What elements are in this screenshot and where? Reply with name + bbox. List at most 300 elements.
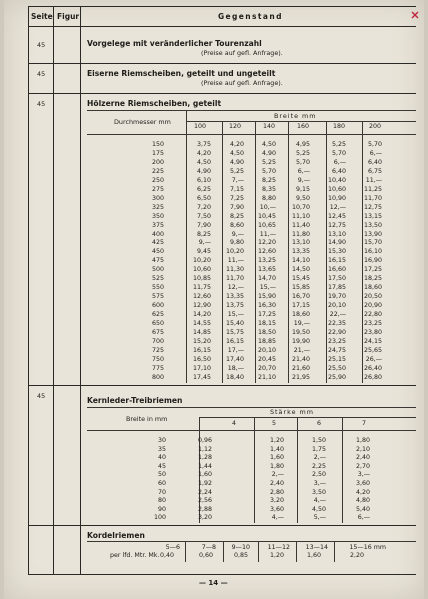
hoelzerne-price: 17,— <box>227 346 244 354</box>
hoelzerne-price: 6,50 <box>196 194 211 202</box>
hoelzerne-price: 15,40 <box>225 320 244 327</box>
hoelzerne-price: 15,30 <box>327 248 346 256</box>
hoelzerne-price: 20,90 <box>363 302 382 310</box>
hoelzerne-diameter: 450 <box>151 248 164 256</box>
kernleder-width: 35 <box>157 445 166 453</box>
hoelzerne-price: 4,95 <box>295 141 310 148</box>
hoelzerne-diameter: 625 <box>151 311 164 319</box>
hoelzerne-price: 6,10 <box>196 176 211 184</box>
kernleder-price: 2,80 <box>269 488 284 496</box>
kordel-size: 5—6 <box>165 544 180 551</box>
hoelzerne-price: 7,20 <box>196 203 211 211</box>
kernleder-price: 1,40 <box>269 445 284 453</box>
kernleder-col-divider <box>254 417 255 523</box>
hoelzerne-price: 25,50 <box>327 364 346 372</box>
hoelzerne-price: 18,60 <box>363 284 382 292</box>
hoelzerne-price: 10,85 <box>192 275 211 283</box>
hoelzerne-price: 14,70 <box>257 275 276 283</box>
hoelzerne-price: 12,60 <box>192 293 211 301</box>
eiserne-note: (Preise auf gefl. Anfrage). <box>201 79 283 87</box>
kordel-col-divider <box>334 542 335 562</box>
hoelzerne-diameter: 600 <box>151 302 164 310</box>
kernleder-price: 2,50 <box>311 471 326 479</box>
kernleder-price: 2,— <box>313 454 326 462</box>
kernleder-price: 3,60 <box>269 505 284 513</box>
hoelzerne-price: 10,20 <box>192 257 211 265</box>
hoelzerne-diameter: 475 <box>151 257 164 265</box>
hoelzerne-price: 4,20 <box>196 149 211 157</box>
hoelzerne-price: 18,25 <box>363 275 382 283</box>
kernleder-col-5: 5 <box>272 420 277 427</box>
hoelzerne-price: 8,35 <box>261 185 276 193</box>
hoelzerne-price: 8,80 <box>261 194 276 202</box>
hoelzerne-price: 20,70 <box>257 364 276 372</box>
hoelzerne-price: 18,60 <box>291 311 310 319</box>
kernleder-col-6: 6 <box>317 420 322 427</box>
hoelzerne-price: 13,10 <box>327 230 346 238</box>
hoelzerne-price: 14,55 <box>192 320 211 327</box>
hoelzerne-diameter: 250 <box>151 176 164 184</box>
hoelzerne-price: 5,70 <box>367 141 382 148</box>
kordel-size: 9—10 <box>231 544 250 551</box>
kernleder-price: 2,40 <box>355 454 370 462</box>
kernleder-price: 4,50 <box>311 505 326 513</box>
hoelzerne-price: 11,70 <box>363 194 382 202</box>
hoelzerne-price: 6,25 <box>196 185 211 193</box>
hoelzerne-price: 10,60 <box>192 266 211 274</box>
kordel-price: 0,60 <box>198 552 213 559</box>
hoelzerne-price: 5,70 <box>295 158 310 166</box>
hoelzerne-price: 16,50 <box>192 355 211 363</box>
hoelzerne-price: 15,— <box>259 284 276 292</box>
kernleder-price: 1,75 <box>311 445 326 453</box>
hoelzerne-diameter: 200 <box>151 158 164 166</box>
kernleder-price: 4,80 <box>355 497 370 505</box>
kernleder-width: 80 <box>157 497 166 505</box>
kernleder-price: 2,— <box>271 471 284 479</box>
hoelzerne-price: 15,20 <box>192 337 211 345</box>
hoelzerne-price: 23,25 <box>327 337 346 345</box>
hoelzerne-price: 12,75 <box>327 221 346 229</box>
hoelzerne-price: 26,40 <box>363 364 382 372</box>
kordel-price: 2,20 <box>349 552 364 559</box>
hoelzerne-price: 17,50 <box>327 275 346 283</box>
hoelzerne-price: 18,40 <box>225 373 244 381</box>
hoelzerne-price: 7,90 <box>196 221 211 229</box>
hoelzerne-price: 13,35 <box>225 293 244 301</box>
hoelzerne-row-header: Durchmesser mm <box>114 118 171 126</box>
header-gegenstand: Gegenstand <box>218 12 283 21</box>
hoelzerne-diameter: 375 <box>151 221 164 229</box>
hoelzerne-price: 23,80 <box>363 328 382 336</box>
eiserne-seite: 45 <box>37 70 46 78</box>
kernleder-width: 45 <box>157 462 166 470</box>
hoelzerne-price: 14,10 <box>291 257 310 265</box>
kernleder-col-divider <box>342 417 343 523</box>
hoelzerne-price: 11,10 <box>291 212 310 220</box>
hoelzerne-price: 21,60 <box>291 364 310 372</box>
hoelzerne-price: 9,— <box>231 230 244 238</box>
hoelzerne-price: 4,50 <box>261 141 276 148</box>
vorgelege-seite: 45 <box>37 41 46 49</box>
kordel-col-divider <box>185 542 186 562</box>
kernleder-width: 70 <box>157 488 166 496</box>
hoelzerne-diameter: 425 <box>151 239 164 247</box>
hoelzerne-price: 21,40 <box>291 355 310 363</box>
hoelzerne-price: 9,80 <box>229 239 244 247</box>
kernleder-price: 1,60 <box>197 471 212 479</box>
hoelzerne-price: 14,90 <box>327 239 346 247</box>
kernleder-price: 2,88 <box>197 505 212 513</box>
hoelzerne-diameter: 225 <box>151 167 164 175</box>
hoelzerne-price: 15,90 <box>257 293 276 301</box>
hoelzerne-price: 24,15 <box>363 337 382 345</box>
kordel-size: 13—14 <box>305 544 328 551</box>
hoelzerne-col-divider <box>186 110 187 121</box>
hoelzerne-price: 4,50 <box>196 158 211 166</box>
kernleder-price: 2,10 <box>355 445 370 453</box>
kernleder-row-header: Breite in mm <box>126 415 168 423</box>
kordel-price: 0,85 <box>233 552 248 559</box>
hoelzerne-price: 14,50 <box>291 266 310 274</box>
hoelzerne-price: 7,90 <box>229 203 244 211</box>
eiserne-title: Eiserne Riemscheiben, geteilt und ungeteilt <box>87 69 276 78</box>
kordel-price: 1,20 <box>269 552 284 559</box>
hoelzerne-price: 26,— <box>365 355 382 363</box>
kernleder-width: 100 <box>153 514 166 522</box>
hoelzerne-col-divider <box>362 121 363 383</box>
hoelzerne-price: 12,60 <box>257 248 276 256</box>
hoelzerne-price: 12,45 <box>327 212 346 220</box>
header-figur: Figur <box>57 12 80 21</box>
rule-4 <box>28 525 416 526</box>
hoelzerne-top-rule <box>87 110 416 111</box>
kernleder-price: 5,— <box>313 514 326 522</box>
hoelzerne-diameter: 575 <box>151 293 164 301</box>
hoelzerne-price: 16,15 <box>192 346 211 354</box>
hoelzerne-price: 13,90 <box>363 230 382 238</box>
hoelzerne-col-divider <box>288 121 289 383</box>
hoelzerne-price: 15,70 <box>363 239 382 247</box>
hoelzerne-price: 8,25 <box>261 176 276 184</box>
hoelzerne-price: 10,45 <box>257 212 276 220</box>
hoelzerne-price: 20,45 <box>257 355 276 363</box>
hoelzerne-price: 21,10 <box>257 373 276 381</box>
hoelzerne-price: 9,— <box>297 176 310 184</box>
hoelzerne-diameter: 775 <box>151 364 164 372</box>
kernleder-price: 1,80 <box>269 462 284 470</box>
hoelzerne-col-divider <box>326 121 327 383</box>
catalog-page <box>4 0 424 599</box>
kordel-col-divider <box>223 542 224 562</box>
hoelzerne-price: 9,50 <box>295 194 310 202</box>
kernleder-price: 0,96 <box>197 437 212 444</box>
hoelzerne-diameter: 525 <box>151 275 164 283</box>
kernleder-price: 3,50 <box>311 488 326 496</box>
hoelzerne-price: 17,25 <box>257 311 276 319</box>
hoelzerne-price: 26,80 <box>363 373 382 381</box>
hoelzerne-price: 5,25 <box>295 149 310 157</box>
hoelzerne-price: 10,60 <box>327 185 346 193</box>
hoelzerne-price: 22,35 <box>327 320 346 327</box>
hoelzerne-price: 14,20 <box>192 311 211 319</box>
kordel-title: Kordelriemen <box>87 531 145 540</box>
hoelzerne-price: 16,70 <box>291 293 310 301</box>
kernleder-price: 6,— <box>357 514 370 522</box>
hoelzerne-price: 18,— <box>227 364 244 372</box>
hoelzerne-price: 17,40 <box>225 355 244 363</box>
kernleder-col-divider <box>297 417 298 523</box>
hoelzerne-price: 17,85 <box>327 284 346 292</box>
seite-divider <box>53 6 54 574</box>
hoelzerne-price: 4,90 <box>261 149 276 157</box>
hoelzerne-price: 11,70 <box>225 275 244 283</box>
kernleder-col-7: 7 <box>362 420 367 427</box>
kernleder-width: 50 <box>157 471 166 479</box>
hoelzerne-price: 7,25 <box>229 194 244 202</box>
hoelzerne-price: 16,60 <box>327 266 346 274</box>
hoelzerne-diameter: 350 <box>151 212 164 220</box>
hoelzerne-diameter: 800 <box>151 373 164 381</box>
kernleder-header-rule <box>87 430 416 431</box>
hoelzerne-price: 10,20 <box>225 248 244 256</box>
hoelzerne-price: 13,15 <box>363 212 382 220</box>
hoelzerne-price: 20,50 <box>363 293 382 301</box>
hoelzerne-price: 12,90 <box>192 302 211 310</box>
hoelzerne-price: 6,— <box>333 158 346 166</box>
hoelzerne-price: 21,— <box>293 346 310 354</box>
hoelzerne-diameter: 175 <box>151 149 164 157</box>
kernleder-price: 4,— <box>271 514 284 522</box>
kordel-price: 0,40 <box>159 552 174 559</box>
bottom-rule <box>28 574 416 575</box>
hoelzerne-price: 11,30 <box>225 266 244 274</box>
hoelzerne-diameter: 500 <box>151 266 164 274</box>
hoelzerne-price: 16,10 <box>363 248 382 256</box>
hoelzerne-price: 11,40 <box>291 221 310 229</box>
hoelzerne-price: 22,80 <box>363 311 382 319</box>
hoelzerne-price: 11,— <box>259 230 276 238</box>
hoelzerne-price: 11,80 <box>291 230 310 238</box>
kernleder-price: 3,20 <box>269 497 284 505</box>
header-rule <box>28 26 416 27</box>
hoelzerne-price: 4,90 <box>229 158 244 166</box>
vorgelege-note: (Preise auf gefl. Anfrage). <box>201 49 283 57</box>
hoelzerne-price: 25,65 <box>363 346 382 354</box>
hoelzerne-price: 20,10 <box>327 302 346 310</box>
hoelzerne-price: 10,— <box>259 203 276 211</box>
hoelzerne-price: 9,— <box>198 239 211 247</box>
hoelzerne-diameter: 325 <box>151 203 164 211</box>
kordel-size: 11—12 <box>267 544 290 551</box>
hoelzerne-diameter: 725 <box>151 346 164 354</box>
hoelzerne-price: 13,25 <box>257 257 276 265</box>
hoelzerne-price: 5,70 <box>261 167 276 175</box>
hoelzerne-price: 7,15 <box>229 185 244 193</box>
hoelzerne-diameter: 300 <box>151 194 164 202</box>
hoelzerne-col-200: 200 <box>369 123 382 130</box>
hoelzerne-price: 7,— <box>231 176 244 184</box>
kernleder-price: 3,— <box>313 480 326 487</box>
hoelzerne-price: 18,15 <box>257 320 276 327</box>
hoelzerne-col-group: Breite mm <box>274 112 317 120</box>
hoelzerne-price: 14,85 <box>192 328 211 336</box>
hoelzerne-diameter: 650 <box>151 320 164 327</box>
kernleder-price: 1,60 <box>269 454 284 462</box>
hoelzerne-price: 6,— <box>369 149 382 157</box>
hoelzerne-price: 24,75 <box>327 346 346 354</box>
hoelzerne-price: 7,50 <box>196 212 211 220</box>
rule-1 <box>28 63 416 64</box>
hoelzerne-price: 18,85 <box>257 337 276 345</box>
hoelzerne-diameter: 400 <box>151 230 164 238</box>
hoelzerne-price: 4,20 <box>229 141 244 148</box>
kernleder-price: 4,20 <box>355 488 370 496</box>
kordel-col-divider <box>296 542 297 562</box>
hoelzerne-price: 23,25 <box>363 320 382 327</box>
hoelzerne-price: 25,90 <box>327 373 346 381</box>
kernleder-price: 1,44 <box>197 462 212 470</box>
hoelzerne-diameter: 750 <box>151 355 164 363</box>
hoelzerne-price: 5,25 <box>229 167 244 175</box>
hoelzerne-price: 4,90 <box>196 167 211 175</box>
figur-divider <box>80 6 81 574</box>
hoelzerne-price: 10,65 <box>257 221 276 229</box>
hoelzerne-price: 12,20 <box>257 239 276 247</box>
hoelzerne-price: 19,70 <box>327 293 346 301</box>
hoelzerne-price: 9,15 <box>295 185 310 193</box>
hoelzerne-price: 12,75 <box>363 203 382 211</box>
hoelzerne-price: 20,10 <box>257 346 276 354</box>
hoelzerne-price: 17,15 <box>291 302 310 310</box>
hoelzerne-price: 11,— <box>365 176 382 184</box>
hoelzerne-price: 18,50 <box>257 328 276 336</box>
hoelzerne-group-rule <box>186 121 416 122</box>
hoelzerne-price: 11,— <box>227 257 244 265</box>
kernleder-price: 5,40 <box>355 505 370 513</box>
kernleder-price: 2,40 <box>269 480 284 487</box>
hoelzerne-price: 16,90 <box>363 257 382 265</box>
hoelzerne-price: 19,— <box>293 320 310 327</box>
hoelzerne-col-180: 180 <box>333 123 346 130</box>
hoelzerne-price: 6,— <box>297 167 310 175</box>
kernleder-price: 3,20 <box>197 514 212 522</box>
hoelzerne-price: 17,25 <box>363 266 382 274</box>
top-rule <box>28 6 416 7</box>
kernleder-price: 3,— <box>357 471 370 479</box>
hoelzerne-col-160: 160 <box>297 123 310 130</box>
kernleder-price: 2,24 <box>197 488 212 496</box>
kordel-size: 7—8 <box>201 544 216 551</box>
hoelzerne-price: 11,25 <box>363 185 382 193</box>
hoelzerne-diameter: 675 <box>151 328 164 336</box>
hoelzerne-col-120: 120 <box>229 123 242 130</box>
hoelzerne-col-divider <box>222 121 223 383</box>
hoelzerne-price: 13,75 <box>225 302 244 310</box>
kordel-row-label: per lfd. Mtr. Mk. <box>110 552 160 559</box>
kernleder-title: Kernleder-Treibriemen <box>87 396 183 405</box>
hoelzerne-col-140: 140 <box>263 123 276 130</box>
kernleder-price: 1,28 <box>197 454 212 462</box>
hoelzerne-col-divider <box>255 121 256 383</box>
hoelzerne-seite: 45 <box>37 100 46 108</box>
kordel-price: 1,60 <box>306 552 321 559</box>
kernleder-width: 40 <box>157 454 166 462</box>
hoelzerne-price: 8,60 <box>229 221 244 229</box>
kernleder-group-rule <box>199 417 416 418</box>
kernleder-price: 1,50 <box>311 437 326 444</box>
hoelzerne-diameter: 275 <box>151 185 164 193</box>
hoelzerne-price: 6,75 <box>367 167 382 175</box>
kernleder-width: 60 <box>157 480 166 487</box>
hoelzerne-price: 17,45 <box>192 373 211 381</box>
hoelzerne-price: 13,35 <box>291 248 310 256</box>
hoelzerne-price: 13,50 <box>363 221 382 229</box>
hoelzerne-price: 8,25 <box>229 212 244 220</box>
kernleder-price: 1,80 <box>355 437 370 444</box>
hoelzerne-price: 15,— <box>227 311 244 319</box>
hoelzerne-price: 5,25 <box>261 158 276 166</box>
hoelzerne-price: 3,75 <box>196 141 211 148</box>
kernleder-price: 1,12 <box>197 445 212 453</box>
hoelzerne-price: 6,40 <box>331 167 346 175</box>
hoelzerne-price: 25,15 <box>327 355 346 363</box>
hoelzerne-price: 10,40 <box>327 176 346 184</box>
hoelzerne-price: 13,10 <box>291 239 310 247</box>
kernleder-col-4: 4 <box>232 420 237 427</box>
hoelzerne-price: 16,15 <box>225 337 244 345</box>
kernleder-seite: 45 <box>37 392 46 400</box>
hoelzerne-price: 13,65 <box>257 266 276 274</box>
kernleder-price: 1,20 <box>269 437 284 444</box>
vorgelege-title: Vorgelege mit veränderlicher Tourenzahl <box>87 39 262 48</box>
kernleder-price: 2,25 <box>311 462 326 470</box>
hoelzerne-price: 19,90 <box>291 337 310 345</box>
kernleder-price: 2,56 <box>197 497 212 505</box>
hoelzerne-price: 11,75 <box>192 284 211 292</box>
kernleder-price: 4,— <box>313 497 326 505</box>
hoelzerne-price: 12,— <box>329 203 346 211</box>
hoelzerne-price: 9,45 <box>196 248 211 256</box>
hoelzerne-price: 5,25 <box>331 141 346 148</box>
hoelzerne-price: 22,— <box>329 311 346 319</box>
hoelzerne-col-100: 100 <box>194 123 207 130</box>
hoelzerne-price: 15,45 <box>291 275 310 283</box>
kordel-top-rule <box>87 541 416 542</box>
hoelzerne-title: Hölzerne Riemscheiben, geteilt <box>87 99 222 108</box>
rule-3 <box>28 385 416 386</box>
kernleder-width: 90 <box>157 505 166 513</box>
hoelzerne-price: 17,10 <box>192 364 211 372</box>
kernleder-price: 1,92 <box>197 480 212 487</box>
hoelzerne-price: 12,— <box>227 284 244 292</box>
rule-2 <box>28 93 416 94</box>
hoelzerne-price: 22,90 <box>327 328 346 336</box>
hoelzerne-diameter: 150 <box>151 141 164 148</box>
hoelzerne-price: 19,50 <box>291 328 310 336</box>
kordel-col-divider <box>258 542 259 562</box>
hoelzerne-price: 15,85 <box>291 284 310 292</box>
hoelzerne-price: 6,40 <box>367 158 382 166</box>
hoelzerne-price: 21,95 <box>291 373 310 381</box>
hoelzerne-price: 8,25 <box>196 230 211 238</box>
hoelzerne-diameter: 700 <box>151 337 164 345</box>
hoelzerne-price: 10,70 <box>291 203 310 211</box>
hoelzerne-diameter: 550 <box>151 284 164 292</box>
kordel-size: 15—16 mm <box>349 544 386 551</box>
kernleder-col-group: Stärke mm <box>270 408 314 416</box>
page-number: — 14 — <box>199 579 228 587</box>
